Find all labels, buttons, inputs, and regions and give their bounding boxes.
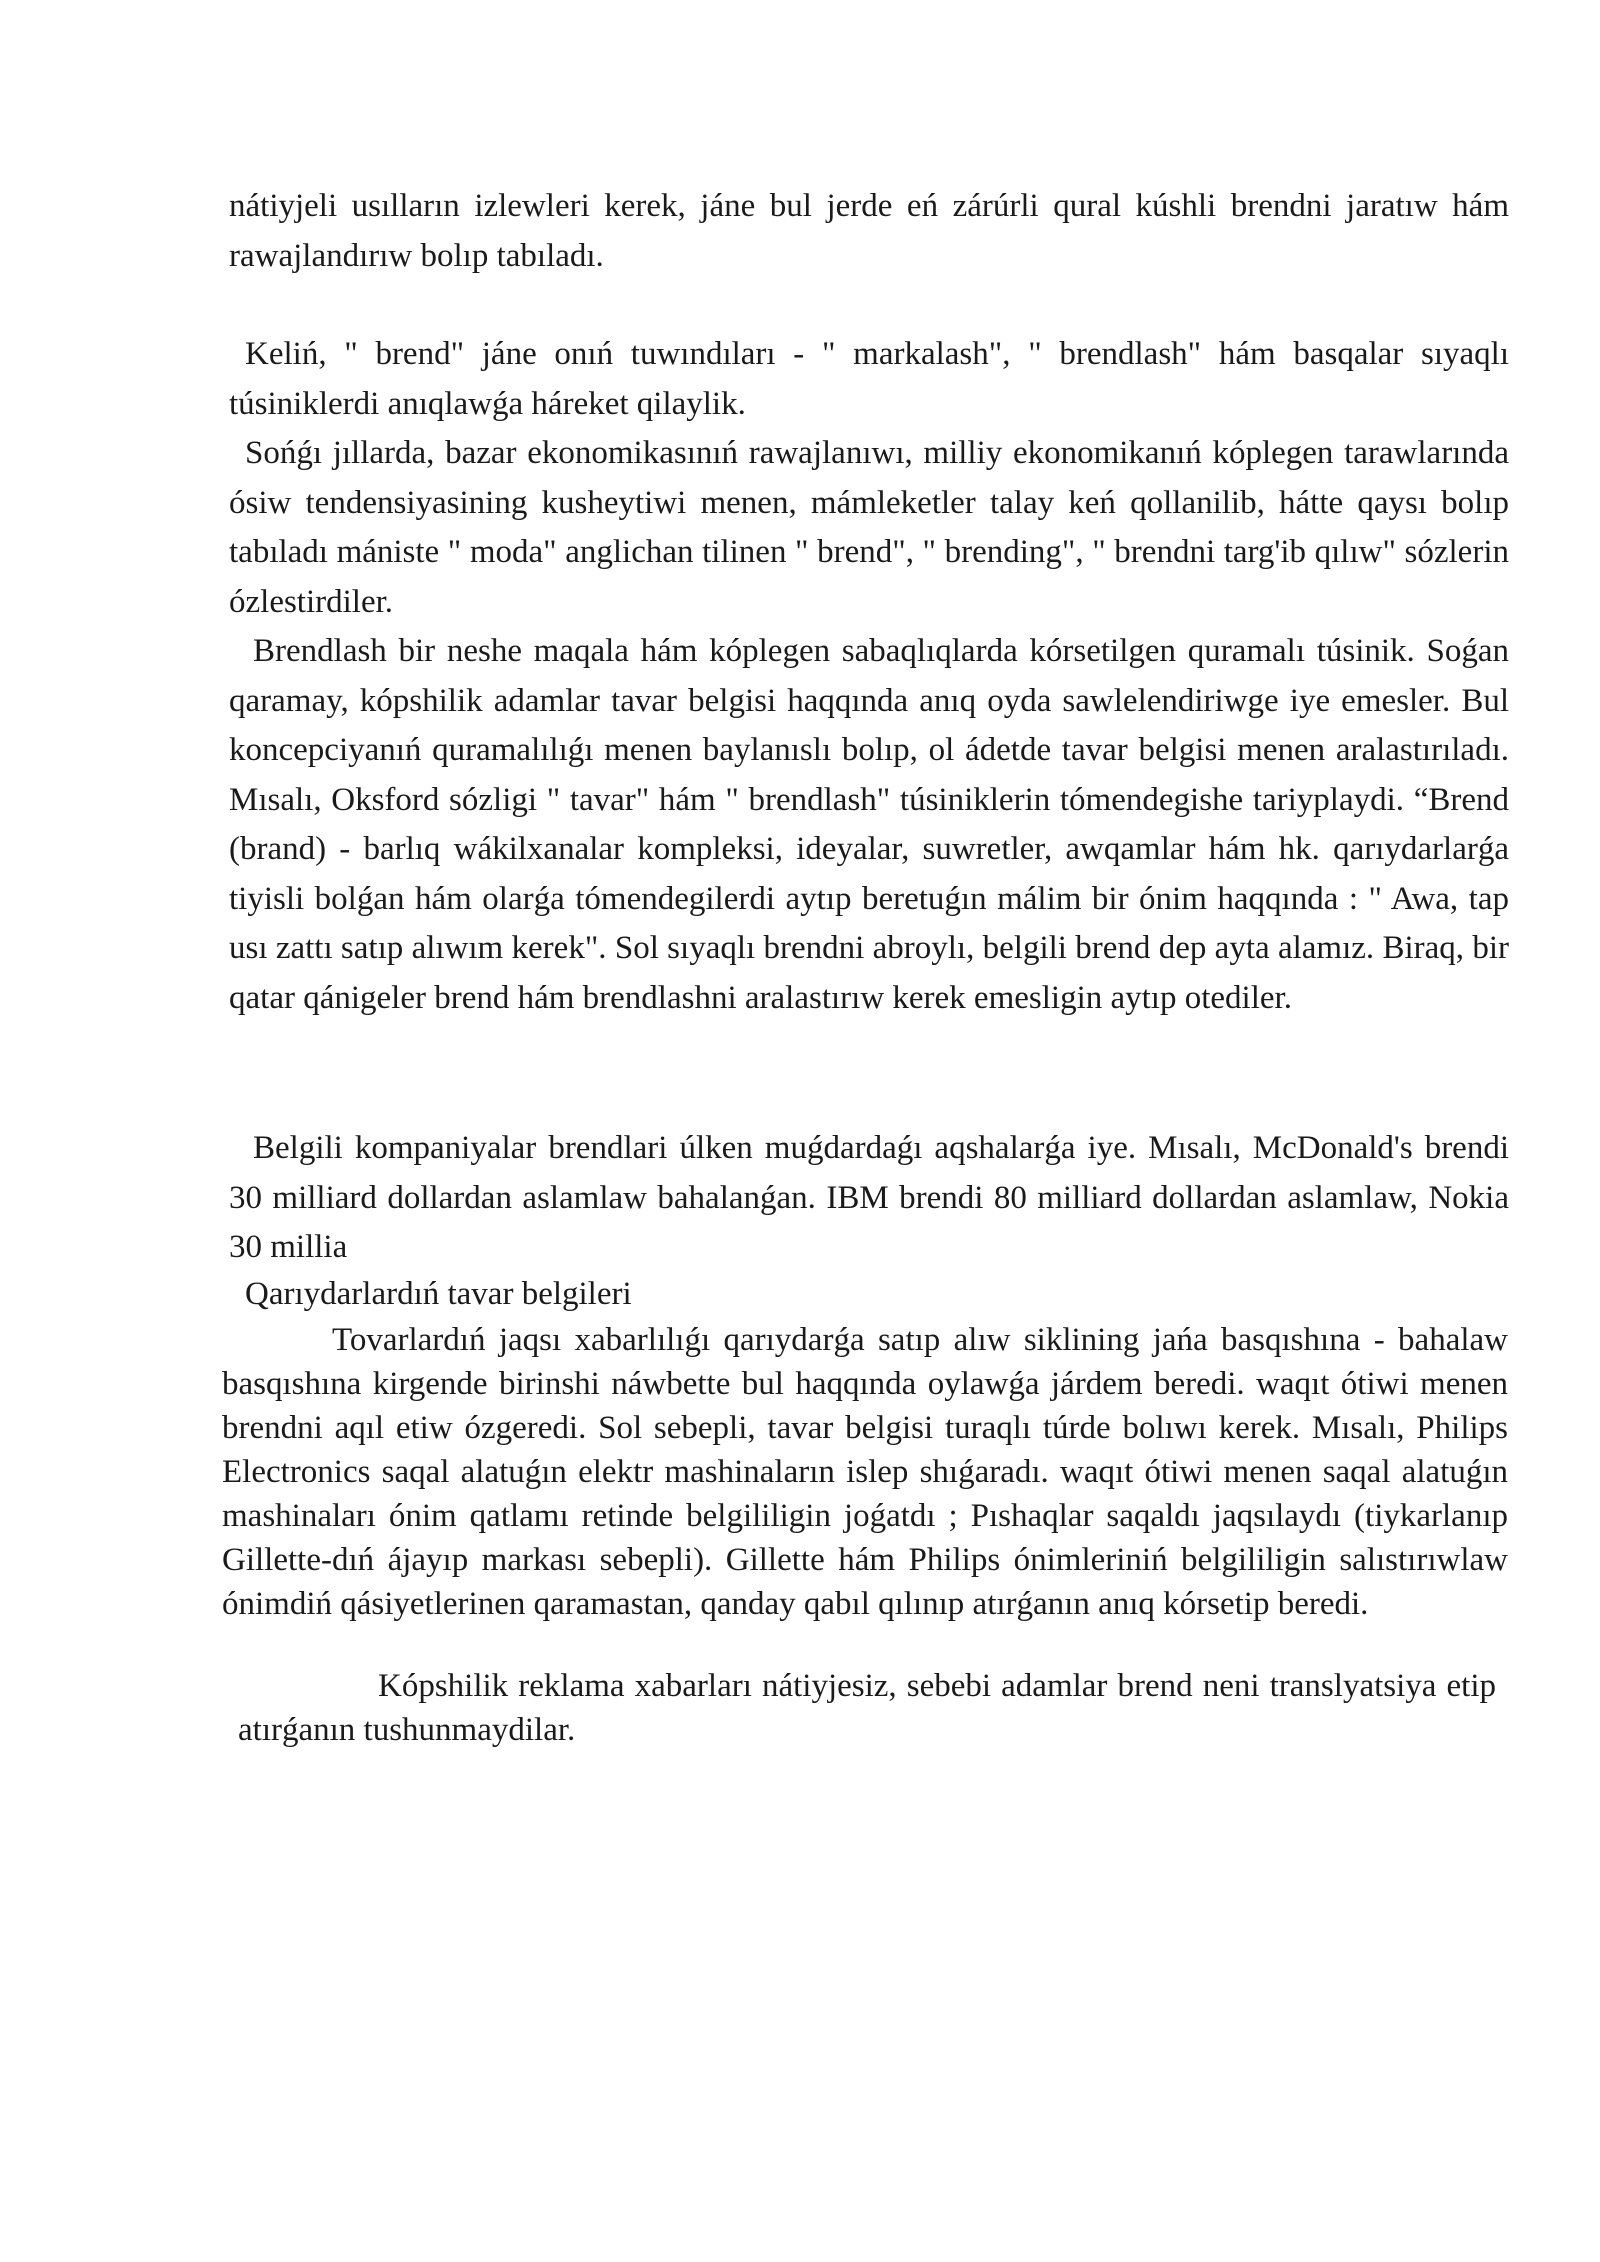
paragraph-brend-definitions: Keliń, " brend" jáne onıń tuwındıları - " markalash", " brendlash" hám basqalar sıyaqlı túsiniklerdi anıqlawǵa háreket qilaylik. <box>229 336 1509 422</box>
paragraph-market-economy: Sońǵı jıllarda, bazar ekonomikasınıń rawajlanıwı, milliy ekonomikanıń kóplegen tarawlarında ósiw tendensiyasining kusheytiwi menen, mámleketler talay keń qollanilib, hátte qaysı bolıp tabıladı mániste " moda" anglichan tilinen " brend", " brending", " brendni targ'ib qılıw" sózlerin ózlestirdiler. <box>229 435 1509 620</box>
paragraph-advertising: Kópshilik reklama xabarları nátiyjesiz, sebebi adamlar brend neni translyatsiya etip atırǵanın tushunmaydilar. <box>238 1668 1496 1748</box>
paragraph-brand-values: Belgili kompaniyalar brendlari úlken muǵdardaǵı aqshalarǵa iye. Mısalı, McDonald's brendi 30 milliard dollardan aslamlaw bahalanǵan. IBM brendi 80 milliard dollardan aslamlaw, Nokia 30 millia <box>229 1130 1509 1265</box>
paragraph-branding-concept: Brendlash bir neshe maqala hám kóplegen sabaqlıqlarda kórsetilgen quramalı túsinik. Soǵan qaramay, kópshilik adamlar tavar belgisi haqqında anıq oyda sawlelendiriwge iye emesler. Bul koncepciyanıń quramalılıǵı menen baylanıslı bolıp, ol ádetde tavar belgisi menen aralastırıladı. Mısalı, Oksford sózligi " tavar" hám " brendlash" túsiniklerin tómendegishe tariyplaydi. “Brend (brand) - barlıq wákilxanalar kompleksi, ideyalar, suwretler, awqamlar hám hk. qarıydarlarǵa tiyisli bolǵan hám olarǵa tómendegilerdi aytıp beretuǵın málim bir ónim haqqında : " Awa, tap usı zattı satıp alıwım kerek". Sol sıyaqlı brendni abroylı, belgili brend dep ayta alamız. Biraq, bir qatar qánigeler brend hám brendlashni aralastırıw kerek emesligin aytıp otediler. <box>229 633 1509 1016</box>
paragraph-intro-continuation: nátiyjeli usılların izlewleri kerek, jáne bul jerde eń zárúrli qural kúshli brendni jaratıw hám rawajlandırıw bolıp tabıladı. <box>229 188 1509 274</box>
paragraph-product-awareness: Tovarlardıń jaqsı xabarlılıǵı qarıydarǵa satıp alıw siklining jańa basqıshına - bahalaw basqıshına kirgende birinshi náwbette bul haqqında oylawǵa járdem beredi. waqıt ótiwi menen brendni aqıl etiw ózgeredi. Sol sebepli, tavar belgisi turaqlı túrde bolıwı kerek. Mısalı, Philips Electronics saqal alatuǵın elektr mashinaların islep shıǵaradı. waqıt ótiwi menen saqal alatuǵın mashinaları ónim qatlamı retinde belgililigin joǵatdı ; Pıshaqlar saqaldı jaqsılaydı (tiykarlanıp Gillette-dıń ájayıp markası sebepli). Gillette hám Philips ónimleriniń belgililigin salıstırıwlaw ónimdiń qásiyetlerinen qaramastan, qanday qabıl qılınıp atırǵanın anıq kórsetip beredi. <box>222 1322 1508 1622</box>
section-heading-customer-brands: Qarıydarlardıń tavar belgileri <box>245 1276 632 1312</box>
